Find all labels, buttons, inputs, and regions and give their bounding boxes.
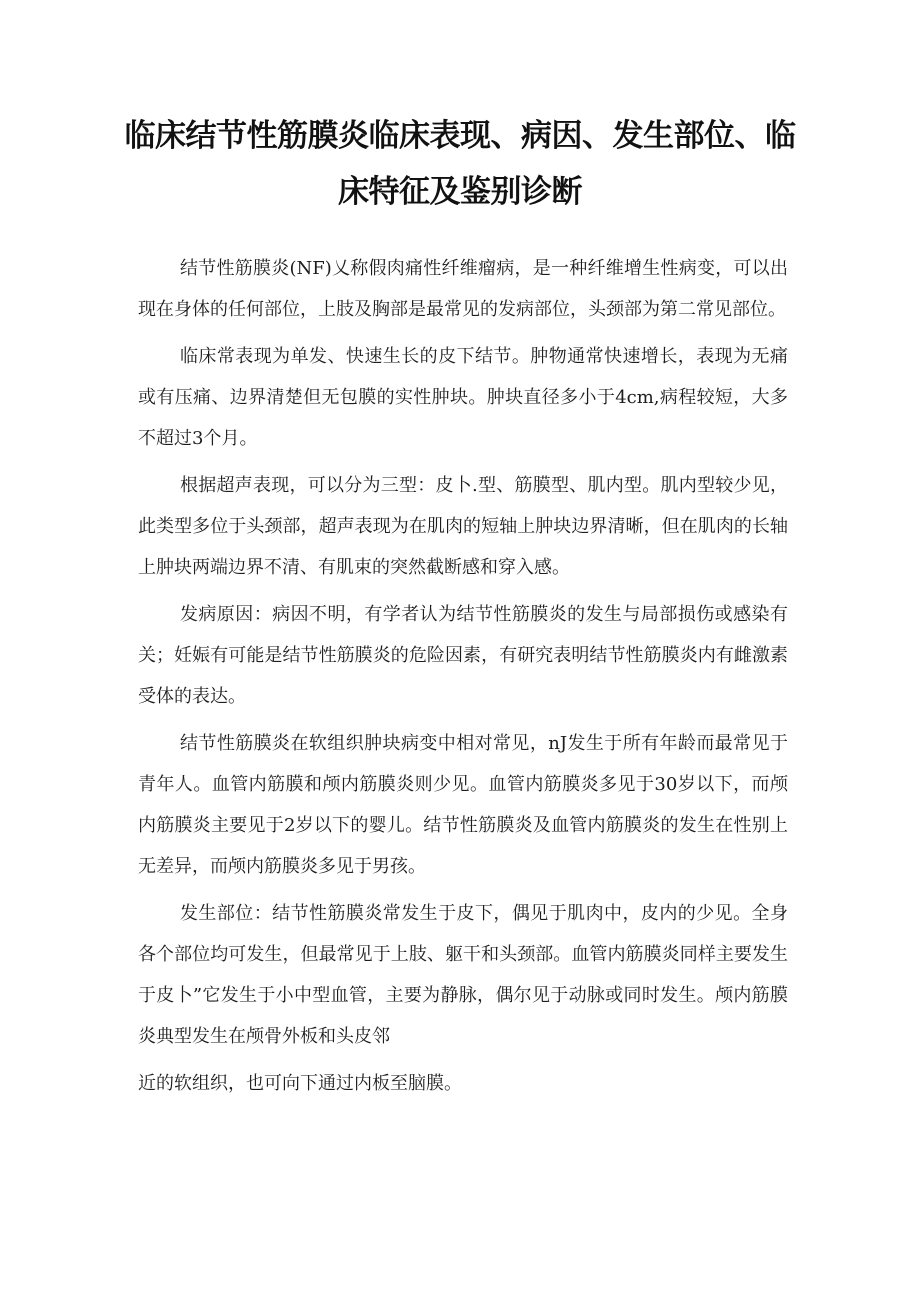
paragraph-location-continued: 近的软组织，也可向下通过内板至脑膜。: [138, 1073, 462, 1094]
paragraph-epidemiology: 结节性筋膜炎在软组织肿块病变中相对常见，nJ发生于所有年龄而最常见于青年人。血管内筋膜和颅内筋膜炎则少见。血管内筋膜炎多见于30岁以下，而颅内筋膜炎主要见于2岁以下的婴儿。结节性筋膜炎及血管内筋膜炎的发生在性别上无差异，而颅内筋膜炎多见于男孩。: [138, 733, 788, 877]
paragraph-location: 发生部位：结节性筋膜炎常发生于皮下，偶见于肌肉中，皮内的少见。全身各个部位均可发生，但最常见于上肢、躯干和头颈部。血管内筋膜炎同样主要发生于皮卜”它发生于小中型血管，主要为静脉，偶尔见于动脉或同时发生。颅内筋膜炎典型发生在颅骨外板和头皮邻: [138, 903, 788, 1047]
document-title: 临床结节性筋膜炎临床表现、病因、发生部位、临床特征及鉴别诊断: [124, 118, 796, 210]
paragraph-ultrasound-types: 根据超声表现，可以分为三型：皮卜.型、筋膜型、肌内型。肌内型较少见，此类型多位于头颈部，超声表现为在肌肉的短轴上肿块边界清晰，但在肌肉的长轴上肿块两端边界不清、有肌束的突然截断感和穿入感。: [138, 475, 788, 578]
paragraph-etiology: 发病原因：病因不明，有学者认为结节性筋膜炎的发生与局部损伤或感染有关；妊娠有可能是结节性筋膜炎的危险因素，有研究表明结节性筋膜炎内有雌激素受体的表达。: [138, 604, 788, 707]
paragraph-clinical-presentation: 临床常表现为单发、快速生长的皮下结节。肿物通常快速增长，表现为无痛或有压痛、边界清楚但无包膜的实性肿块。肿块直径多小于4cm,病程较短，大多不超过3个月。: [138, 346, 788, 449]
paragraph-definition: 结节性筋膜炎(NF)乂称假肉痛性纤维瘤病，是一种纤维增生性病变，可以出现在身体的任何部位，上肢及胸部是最常见的发病部位，头颈部为第二常见部位。: [138, 258, 788, 320]
document-body: [138, 248, 788, 1110]
